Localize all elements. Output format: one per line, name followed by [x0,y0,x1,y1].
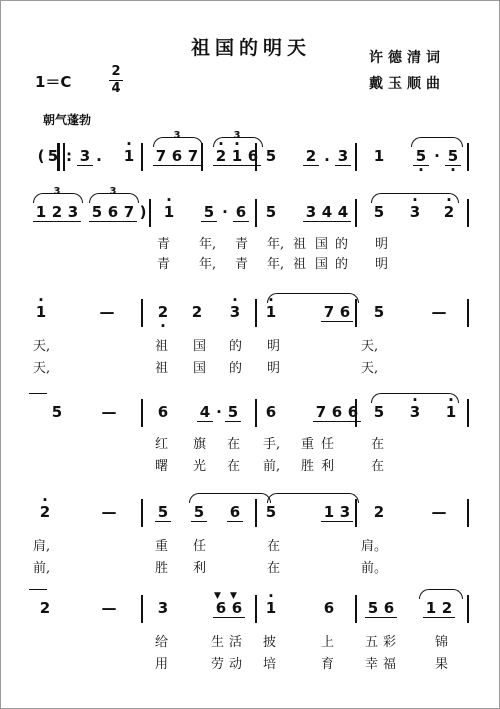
lyric-syllable: 年, [199,237,217,252]
lyric-syllable: 利 [193,561,207,576]
note: 1 [33,203,49,221]
note: 7 [153,147,169,165]
barline [467,399,469,427]
note: · 3 [227,303,243,321]
note: 5 [51,403,63,421]
lyric-syllable: 年, [267,257,285,272]
note: : [66,147,72,165]
note: 1 [373,147,385,165]
note: · 5 [445,147,461,165]
barline [141,299,143,327]
lyric-syllable: 彩 [383,635,397,650]
note: — [101,599,117,617]
note: 5 [265,147,277,165]
barline [355,499,357,527]
barline [255,399,257,427]
lyric-line [31,535,471,553]
note: 6 [337,303,353,321]
lyric-syllable: 五 [365,635,379,650]
note: 6 [265,403,277,421]
lyric-syllable: 的 [229,339,243,354]
note: · 2 [441,203,457,221]
note: 5 [373,403,385,421]
lyric-syllable: 红 [155,437,169,452]
lyric-syllable: 年, [199,257,217,272]
note: · 1 [263,599,279,617]
note: 5 [155,503,171,521]
note: 2 [373,503,385,521]
lyric-syllable: 重 [301,437,315,452]
lyric-syllable: 在 [371,437,385,452]
lyric-syllable: 任 [321,437,335,452]
lyric-syllable: 锦 [435,635,449,650]
lyric-syllable: 上 [321,635,335,650]
accent-mark: ▼ [230,591,237,601]
triplet-mark: 3 [173,130,181,141]
lyric-syllable: 前, [33,561,51,576]
lyric-syllable: 国 [193,361,207,376]
note: 6 [323,599,335,617]
note: 5 [265,203,277,221]
slur [189,493,271,503]
lyric-syllable: 幸 [365,657,379,672]
lyric-syllable: 祖 [293,257,307,272]
note: · 1 [443,403,459,421]
note: 2 [39,599,51,617]
note: 2 [303,147,319,165]
note: 5 [265,503,277,521]
barline [467,199,469,227]
lyric-syllable: 披 [263,635,277,650]
note: 5 [89,203,105,221]
barline [467,143,469,171]
note: 5 [365,599,381,617]
triplet-mark: 3 [53,186,61,197]
lyric-syllable: 前, [263,459,281,474]
note: 6 [381,599,397,617]
note: · [222,203,228,221]
note: — [431,303,447,321]
note: · 2 [155,303,171,321]
note: · 1 [161,203,177,221]
lyric-syllable: 青 [235,257,249,272]
lyric-syllable: 的 [229,361,243,376]
barline [467,299,469,327]
barline [355,143,357,171]
note: · [434,147,440,165]
lyric-syllable: 明 [375,237,389,252]
slur [411,137,463,147]
triplet-mark: 3 [109,186,117,197]
lyric-syllable: 在 [267,561,281,576]
slur [29,589,47,599]
lyric-syllable: 肩, [33,539,51,554]
lyric-syllable: 活 [229,635,243,650]
lyric-syllable: 明 [375,257,389,272]
barline [141,143,143,171]
barline [255,199,257,227]
barline [355,199,357,227]
note: 4 [319,203,335,221]
lyricist-credit: 许德清词 [369,50,445,66]
lyric-line [31,653,471,671]
note: 6 [233,203,249,221]
lyric-syllable: 祖 [155,361,169,376]
lyric-syllable: 肩。 [361,539,388,554]
note: 6 [169,147,185,165]
note: · 1 [263,303,279,321]
note: 7 [313,403,329,421]
lyric-syllable: 国 [315,257,329,272]
note: · 2 [37,503,53,521]
lyric-line [31,253,471,271]
note: . [96,147,102,165]
lyric-line [31,433,471,451]
note: 4 [197,403,213,421]
lyric-syllable: 年, [267,237,285,252]
lyric-syllable: 重 [155,539,169,554]
barline [255,299,257,327]
slur [419,589,463,599]
note: 5 [225,403,241,421]
note: 5 [373,303,385,321]
lyric-syllable: 旗 [193,437,207,452]
barline [355,299,357,327]
note: 6 [157,403,169,421]
note: — [101,503,117,521]
note: 3 [303,203,319,221]
time-signature-top: 2 [111,64,121,79]
lyric-line [31,357,471,375]
note: · 3 [407,403,423,421]
lyric-syllable: 胜 [155,561,169,576]
lyric-syllable: 祖 [155,339,169,354]
note: · 1 [33,303,49,321]
lyric-syllable: 育 [321,657,335,672]
lyric-syllable: 明 [267,339,281,354]
note: ) [139,203,147,221]
lyric-syllable: 青 [157,237,171,252]
lyric-syllable: 利 [321,459,335,474]
lyric-syllable: 天, [361,361,379,376]
lyric-syllable: 青 [235,237,249,252]
note: 5 [47,147,59,165]
lyric-syllable: 手, [263,437,281,452]
accent-mark: ▼ [214,591,221,601]
note: 1 [321,503,337,521]
note: 3 [77,147,93,165]
note: 4 [335,203,351,221]
lyric-syllable: 给 [155,635,169,650]
note: . [324,147,330,165]
note: 5 [373,203,385,221]
lyric-line [31,455,471,473]
barline [355,595,357,623]
note: 6 [105,203,121,221]
note: 2 [49,203,65,221]
note: · 1 [229,147,245,165]
lyric-syllable: 培 [263,657,277,672]
barline [255,595,257,623]
note: 7 [121,203,137,221]
note: 3 [337,503,353,521]
lyric-syllable: 的 [335,237,349,252]
note: 3 [65,203,81,221]
note: · 1 [121,147,137,165]
slur [267,493,359,503]
note: ( [37,147,45,165]
lyric-syllable: 在 [227,437,241,452]
note: 6 [245,147,261,165]
lyric-syllable: 在 [371,459,385,474]
note: 3 [335,147,351,165]
lyric-syllable: 前。 [361,561,388,576]
note: 6 [213,599,229,617]
lyric-line [31,631,471,649]
note: 5 [191,503,207,521]
note: — [431,503,447,521]
lyric-line [31,557,471,575]
note: · [216,403,222,421]
note: 6 [227,503,243,521]
triplet-mark: 3 [233,130,241,141]
tempo-mark: 朝气蓬勃 [43,113,92,127]
note: — [99,303,115,321]
lyric-syllable: 天, [361,339,379,354]
lyric-syllable: 在 [227,459,241,474]
composer-credit: 戴玉顺曲 [369,76,445,92]
note: 7 [321,303,337,321]
lyric-syllable: 曙 [155,459,169,474]
lyric-syllable: 在 [267,539,281,554]
note: · 5 [413,147,429,165]
barline [467,595,469,623]
lyric-syllable: 动 [229,657,243,672]
lyric-syllable: 果 [435,657,449,672]
slur [29,393,47,403]
note: 6 [329,403,345,421]
note: 5 [201,203,217,221]
lyric-syllable: 明 [267,361,281,376]
barline [141,595,143,623]
lyric-line [31,335,471,353]
note: · 2 [213,147,229,165]
lyric-syllable: 天, [33,361,51,376]
barline [467,499,469,527]
note: 7 [185,147,201,165]
lyric-syllable: 生 [211,635,225,650]
note: 6 [345,403,361,421]
barline [141,499,143,527]
slur [267,293,359,303]
lyric-syllable: 的 [335,257,349,272]
lyric-syllable: 福 [383,657,397,672]
barline [255,499,257,527]
key-signature: 1＝C [35,73,72,91]
lyric-syllable: 国 [315,237,329,252]
note: — [101,403,117,421]
note: 3 [157,599,169,617]
note: · 3 [407,203,423,221]
lyric-syllable: 用 [155,657,169,672]
lyric-syllable: 国 [193,339,207,354]
barline [201,143,203,171]
lyric-syllable: 天, [33,339,51,354]
lyric-syllable: 青 [157,257,171,272]
note: 2 [439,599,455,617]
lyric-line [31,233,471,251]
lyric-syllable: 光 [193,459,207,474]
lyric-syllable: 劳 [211,657,225,672]
barline [141,399,143,427]
note: 2 [191,303,203,321]
lyric-syllable: 胜 [301,459,315,474]
song-title: 祖国的明天 [190,37,311,59]
lyric-syllable: 祖 [293,237,307,252]
time-signature [109,65,123,96]
time-signature-bottom: 4 [111,81,121,96]
lyric-syllable: 任 [193,539,207,554]
note: 1 [423,599,439,617]
note: 6 [229,599,245,617]
